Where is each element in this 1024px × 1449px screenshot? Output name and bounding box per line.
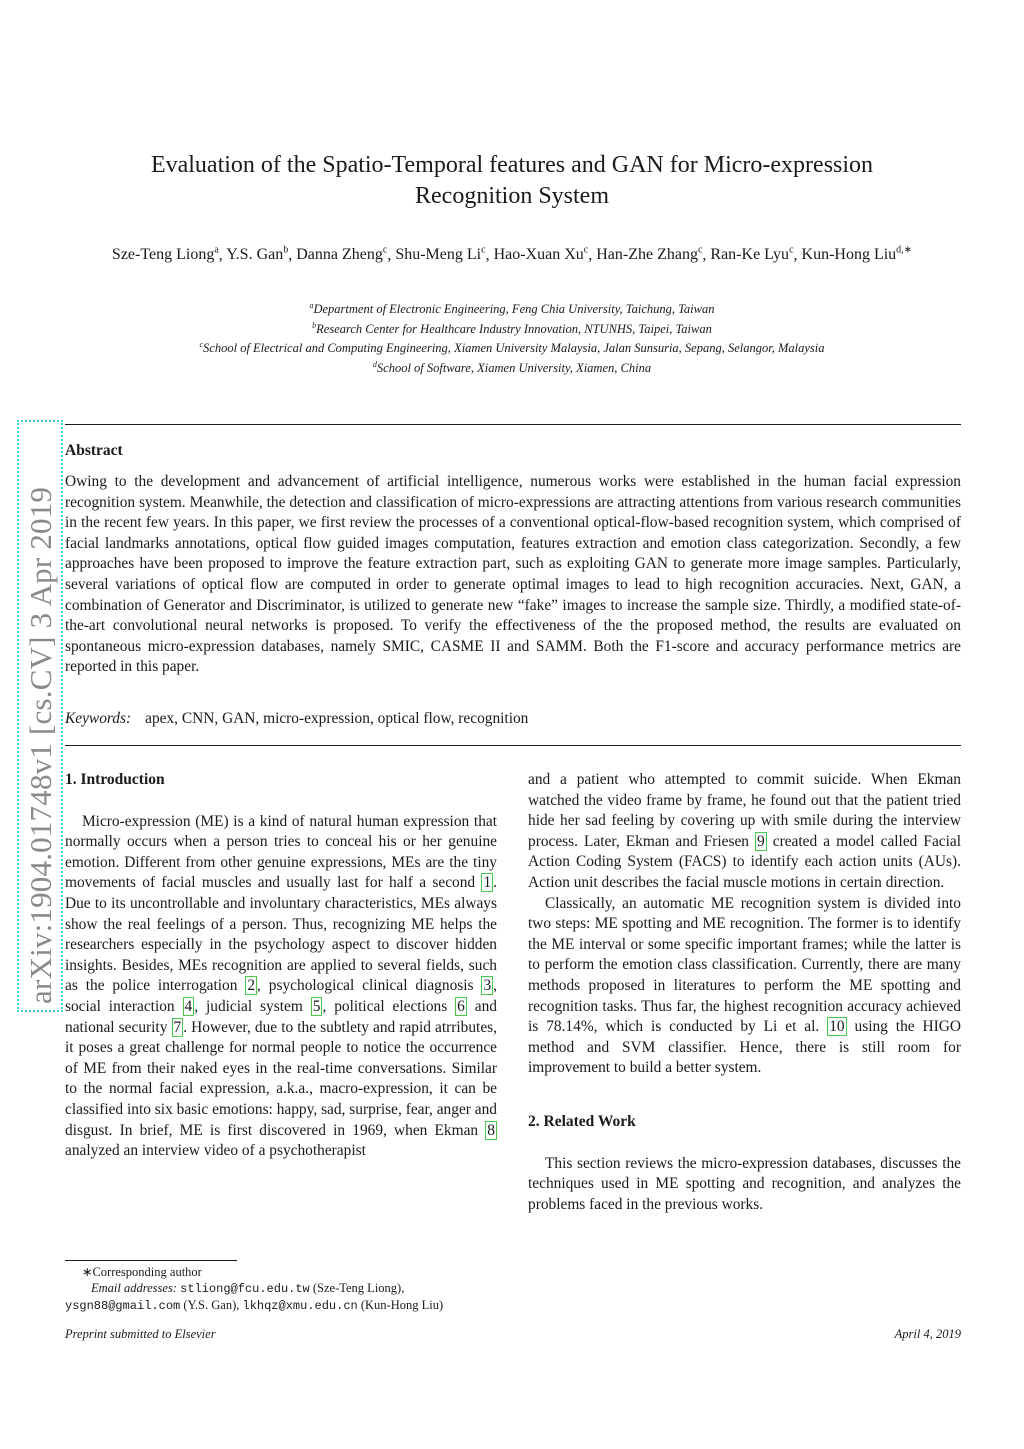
email-3-owner: (Kun-Hong Liu) [360, 1298, 444, 1312]
related-paragraph: This section reviews the micro-expression databases, discusses the techniques used in ME spotting and recognition, and analyzes the problems faced in the previous works. [528, 1154, 961, 1213]
intro-paragraph-1: Micro-expression (ME) is a kind of natural human expression that normally occurs when a person tries to conceal his or her genuine emotion. Different from other genuine expressions, MEs are the tiny movements of facial muscles and usually last for half a second 1 . Due to its uncontrollable and involuntary characteristics, MEs always show the real feelings of a person. Thus, recognizing ME helps the researchers especially in the psychology aspect to discover hidden insights. Besides, MEs recognition are applied to several fields, such as the police interrogation 2 , psychological clinical diagnosis 3 , social interaction 4 , judicial system 5 , political elections 6 and national security 7 . However, due to the subtlety and rapid atrributes, it poses a great challenge for normal people to notice the occurrence of ME from their naked eyes in the real-time conversations. Similar to the normal facial expression, a.k.a., macro-expression, it can be classified into six basic emotions: happy, sad, surprise, fear, anger and disgust. In brief, ME is first discovered in 1969, when Ekman 8 analyzed an interview video of a psychotherapist [65, 812, 498, 1160]
abstract-body: Owing to the development and advancement of artificial intelligence, numerous works were established in the human facial expression recognition system. Meanwhile, the detection and classification of micro-expressions are attracting attentions from various research communities in the recent few years. In this paper, we first review the processes of a conventional optical-flow-based recognition system, which comprised of facial landmarks annotations, optical flow guided images computation, features extraction and emotion class categorization. Secondly, a few approaches have been proposed to improve the feature extraction part, such as exploiting GAN to generate more image samples. Particularly, several variations of optical flow are computed in order to generate optimal images to lead to high recognition accuracies. Next, GAN, a combination of Generator and Discriminator, is utilized to generate new “fake” images to increase the sample size. Thirdly, a modified state-of-the-art convolutional neural networks is proposed. To verify the effectiveness of the the proposed method, the results are evaluated on spontaneous micro-expression databases, namely SMIC, CASME II and SAMM. Both the F1-score and accuracy performance metrics are reported in this paper. [65, 473, 961, 676]
citation-link[interactable]: 6 [457, 997, 465, 1015]
author-name: Ran-Ke Lyu$^c$ [710, 245, 794, 264]
arxiv-stamp-text: arXiv:1904.01748v1 [cs.CV] 3 Apr 2019 [23, 486, 58, 1004]
top-rule [65, 424, 961, 425]
citation-link[interactable]: 7 [173, 1018, 182, 1036]
left-column [65, 770, 497, 1162]
date-note: April 4, 2019 [894, 1327, 961, 1341]
email-3[interactable]: lkhqz@xmu.edu.cn [242, 1299, 358, 1313]
email-1-owner: (Sze-Teng Liong), [312, 1281, 405, 1295]
citation-link[interactable]: 8 [487, 1121, 495, 1139]
author-name: Danna Zheng$^c$ [296, 245, 388, 264]
corresponding-note: ∗Corresponding author [82, 1265, 202, 1279]
author-name: Han-Zhe Zhang$^c$ [596, 245, 703, 264]
intro-paragraph-2: Classically, an automatic ME recognition system is divided into two steps: ME spotting and ME recognition. The former is to identify the ME interval or some specific important frames; while the latter is to perform the emotion class classification. Currently, there are many methods proposed in literatures to perform the ME spotting and recognition tasks. Thus far, the highest recognition accuracy achieved is 78.14%, which is conducted by Li et al. 10 using the HIGO method and SVM classifier. Hence, there is still room for improvement to build a better system. [528, 894, 961, 1077]
author-affil-mark: a [214, 245, 219, 256]
citation-link[interactable]: 2 [247, 977, 256, 995]
author-affil-mark: c [583, 245, 589, 256]
author-name: Hao-Xuan Xu$^c$ [493, 245, 589, 264]
keywords-label: Keywords: [65, 710, 132, 727]
affiliation: $^d$School of Software, Xiamen University, Xiamen, China [372, 359, 652, 376]
citation-link[interactable]: 10 [829, 1018, 845, 1036]
abstract-heading: Abstract [65, 442, 123, 459]
author-affil-mark: c [789, 245, 794, 256]
email-1[interactable]: stliong@fcu.edu.tw [180, 1282, 310, 1296]
related-heading: 2. Related Work [528, 1112, 636, 1130]
footnotes [65, 1264, 505, 1314]
author-name: Sze-Teng Liong$^a$ [111, 245, 219, 264]
author-name: Shu-Meng Li$^c$ [395, 245, 486, 264]
title-line-2: Recognition System [415, 183, 609, 209]
right-column [528, 770, 961, 1215]
intro-paragraph-cont: and a patient who attempted to commit suicide. When Ekman watched the video frame by frame, he found out that the patient tried hide her sad feeling by covering up with smile during the interview process. Later, Ekman and Friesen 9 created a model called Facial Action Coding System (FACS) to identify each action units (AUs). Action unit describes the facial muscle motions in certain direction. [528, 771, 962, 891]
citation-link[interactable]: 5 [312, 997, 321, 1015]
email-line-1 [65, 1280, 505, 1297]
citation-link[interactable]: 3 [483, 977, 492, 995]
email-2[interactable]: ysgn88@gmail.com [65, 1299, 181, 1313]
email-2-owner: (Y.S. Gan), [183, 1298, 240, 1312]
author-affil-mark: c [481, 245, 486, 256]
email-line-2 [65, 1297, 505, 1314]
author-name: Kun-Hong Liu$^{d,∗}$ [801, 245, 913, 264]
affiliation: $^c$School of Electrical and Computing Engineering, Xiamen University Malaysia, Jalan Sunsuria, Sepang, Selangor, Malaysia [199, 340, 825, 356]
author-affil-mark: c [697, 245, 703, 256]
title-line-1: Evaluation of the Spatio-Temporal features and GAN for Micro-expression [150, 152, 874, 178]
email-label: Email addresses: [91, 1281, 177, 1295]
paper-title [60, 150, 964, 212]
affiliation-list [60, 298, 964, 377]
keywords [65, 710, 961, 728]
footnote-rule [65, 1260, 237, 1261]
abstract-bottom-rule [65, 745, 961, 746]
keywords-text: apex, CNN, GAN, micro-expression, optical flow, recognition [145, 710, 529, 727]
author-affil-mark: c [382, 245, 388, 256]
preprint-note: Preprint submitted to Elsevier [65, 1327, 216, 1341]
citation-link[interactable]: 9 [757, 832, 765, 850]
author-list: Sze-Teng Liong$^a$, Y.S. Gan$^b$, Danna Zheng$^c$, Shu-Meng Li$^c$, Hao-Xuan Xu$^c$, Han-Zhe Zhang$^c$, Ran-Ke Lyu$^c$, Kun-Hong Liu$^{d,∗}$ [111, 245, 913, 264]
citation-link[interactable]: 4 [184, 997, 193, 1015]
intro-heading: 1. Introduction [65, 771, 165, 788]
citation-link[interactable]: 1 [483, 874, 492, 892]
affiliation: $^a$Department of Electronic Engineering, Feng Chia University, Taichung, Taiwan [309, 301, 715, 317]
author-affil-mark: d,∗ [896, 245, 913, 256]
author-affil-mark: b [283, 245, 289, 256]
author-name: Y.S. Gan$^b$ [226, 245, 289, 264]
affiliation: $^b$Research Center for Healthcare Industry Innovation, NTUNHS, Taipei, Taiwan [312, 320, 712, 336]
